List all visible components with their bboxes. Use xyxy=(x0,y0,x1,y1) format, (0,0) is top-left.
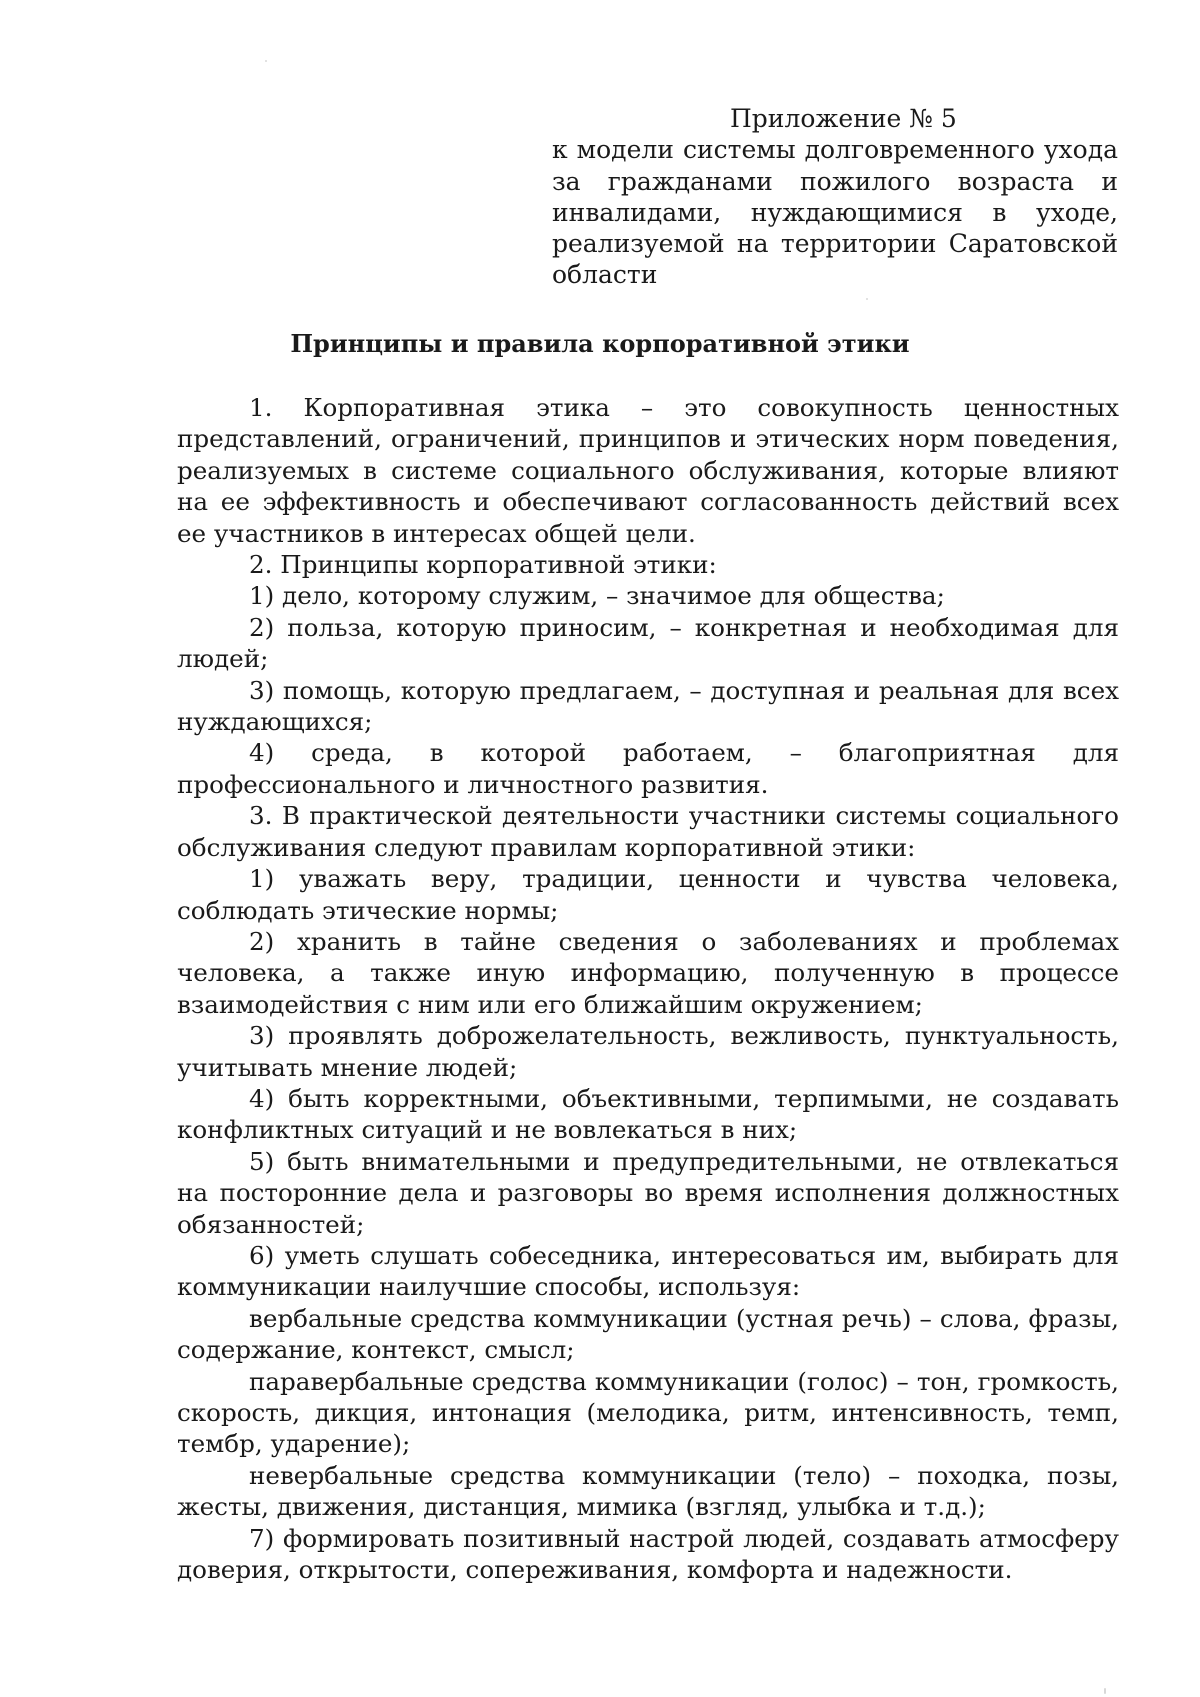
paragraph: 4) среда, в которой работаем, – благоприятная для профессионального и личностного развития. xyxy=(177,738,1119,799)
paragraph: 2. Принципы корпоративной этики: xyxy=(249,550,717,580)
paragraph: невербальные средства коммуникации (тело) – походка, позы, жесты, движения, дистанция, мимика (взгляд, улыбка и т.д.); xyxy=(177,1460,1119,1522)
paragraph: 3. В практической деятельности участники системы социального обслуживания следуют правилам корпоративной этики: xyxy=(177,801,1119,862)
paragraph: 2) польза, которую приносим, – конкретная и необходимая для людей; xyxy=(177,612,1119,674)
paragraph: 3) помощь, которую предлагаем, – доступная и реальная для всех нуждающихся; xyxy=(177,675,1119,737)
paragraph: паравербальные средства коммуникации (голос) – тон, громкость, скорость, дикция, интонация (мелодика, ритм, интенсивность, темп, тембр, ударение); xyxy=(177,1366,1119,1459)
paragraph: 4) быть корректными, объективными, терпимыми, не создавать конфликтных ситуаций и не вовлекаться в них; xyxy=(177,1083,1119,1145)
paragraph: 1. Корпоративная этика – это совокупность ценностных представлений, ограничений, принципов и этических норм поведения, реализуемых в системе социального обслуживания, которые влияют на ее эффективность и обеспечивают согласованность действий всех ее участников в интересах общей цели. xyxy=(177,393,1119,548)
paragraph: 3) проявлять доброжелательность, вежливость, пунктуальность, учитывать мнение людей; xyxy=(177,1021,1119,1082)
paragraph: 1) дело, которому служим, – значимое для общества; xyxy=(249,581,945,611)
paragraph: 2) хранить в тайне сведения о заболеваниях и проблемах человека, а также иную информацию, полученную в процессе взаимодействия с ним или его ближайшим окружением; xyxy=(177,926,1119,1019)
scan-speck xyxy=(1104,1688,1106,1694)
paragraph: 6) уметь слушать собеседника, интересоваться им, выбирать для коммуникации наилучшие способы, используя: xyxy=(177,1240,1119,1302)
paragraph: 1) уважать веру, традиции, ценности и чувства человека, соблюдать этические нормы; xyxy=(177,864,1119,925)
paragraph: вербальные средства коммуникации (устная речь) – слова, фразы, содержание, контекст, смысл; xyxy=(177,1303,1119,1365)
scan-speck xyxy=(265,60,267,62)
paragraph: 7) формировать позитивный настрой людей, создавать атмосферу доверия, открытости, сопереживания, комфорта и надежности. xyxy=(177,1523,1119,1585)
appendix-title: Приложение № 5 xyxy=(730,104,957,133)
document-body xyxy=(177,392,1119,1585)
appendix-text: к модели системы долговременного ухода за гражданами пожилого возраста и инвалидами, нуждающимися в уходе, реализуемой на территории Саратовской области xyxy=(552,135,1118,290)
scan-speck xyxy=(866,298,868,300)
paragraph: 5) быть внимательными и предупредительными, не отвлекаться на посторонние дела и разговоры во время исполнения должностных обязанностей; xyxy=(177,1146,1119,1239)
document-title: Принципы и правила корпоративной этики xyxy=(290,329,910,358)
appendix-header xyxy=(552,103,1118,291)
